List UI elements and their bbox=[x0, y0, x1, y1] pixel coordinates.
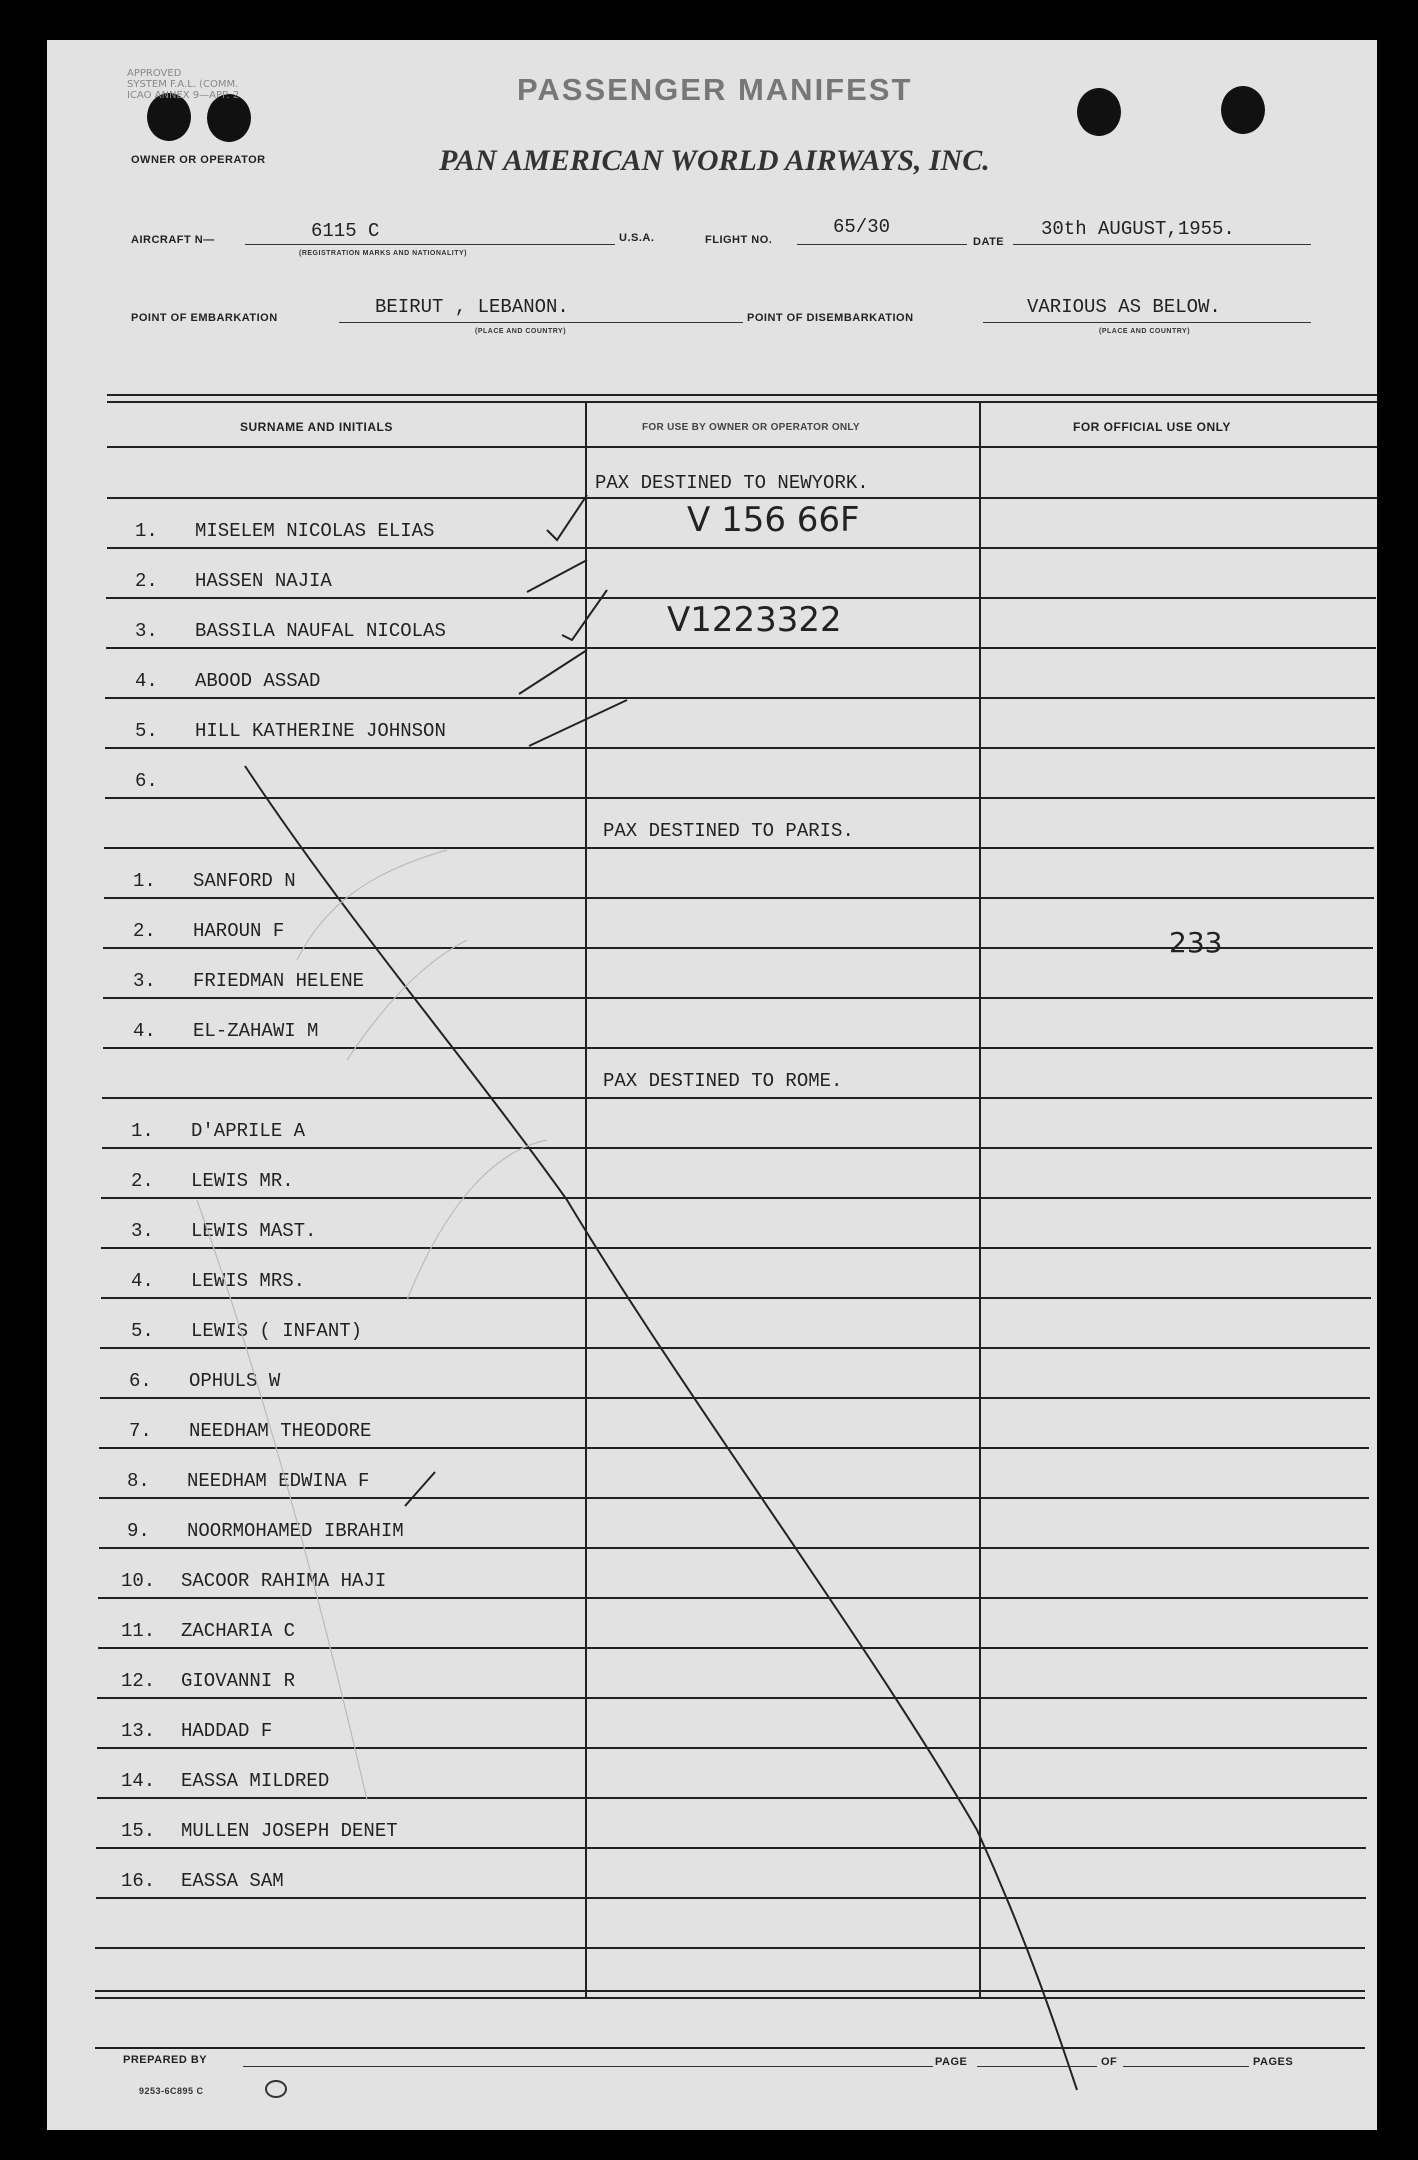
operator-note-3: V1223322 bbox=[667, 600, 842, 640]
flight-label: FLIGHT NO. bbox=[705, 234, 773, 246]
passenger-number: 5. bbox=[131, 1320, 154, 1342]
owner-label: OWNER OR OPERATOR bbox=[131, 154, 266, 166]
passenger-name: BASSILA NAUFAL NICOLAS bbox=[195, 620, 446, 642]
page-title: PASSENGER MANIFEST bbox=[517, 72, 913, 107]
passenger-number: 2. bbox=[131, 1170, 154, 1192]
passenger-number: 16. bbox=[121, 1870, 156, 1892]
col-header-surname: SURNAME AND INITIALS bbox=[240, 420, 393, 434]
passenger-name: HADDAD F bbox=[181, 1720, 273, 1742]
passenger-number: 7. bbox=[129, 1420, 152, 1442]
page-underline bbox=[977, 2066, 1097, 2067]
owner-value: PAN AMERICAN WORLD AIRWAYS, INC. bbox=[439, 144, 990, 177]
disembark-sublabel: (PLACE AND COUNTRY) bbox=[1099, 328, 1191, 335]
passenger-number: 9. bbox=[127, 1520, 150, 1542]
passenger-number: 6. bbox=[135, 770, 158, 792]
of-underline bbox=[1123, 2066, 1249, 2067]
passenger-name: NEEDHAM EDWINA F bbox=[187, 1470, 370, 1492]
disembark-value: VARIOUS AS BELOW. bbox=[1027, 296, 1221, 318]
operator-note-1: V 156 66F bbox=[687, 500, 860, 540]
passenger-name: HASSEN NAJIA bbox=[195, 570, 332, 592]
passenger-name: GIOVANNI R bbox=[181, 1670, 296, 1692]
check-mark-1 bbox=[547, 495, 587, 540]
pencil-mark bbox=[407, 1140, 547, 1300]
date-label: DATE bbox=[973, 236, 1005, 248]
form-code: 9253-6C895 C bbox=[139, 2086, 204, 2096]
pencil-mark bbox=[197, 1200, 367, 1800]
pages-label: PAGES bbox=[1253, 2056, 1294, 2068]
aircraft-label: AIRCRAFT N— bbox=[131, 234, 215, 246]
union-bug-icon bbox=[265, 2080, 287, 2098]
passenger-name: MULLEN JOSEPH DENET bbox=[181, 1820, 398, 1842]
passenger-name: EASSA MILDRED bbox=[181, 1770, 330, 1792]
destination-heading-rome: PAX DESTINED TO ROME. bbox=[603, 1070, 843, 1092]
passenger-number: 8. bbox=[127, 1470, 150, 1492]
passenger-name: LEWIS MAST. bbox=[191, 1220, 317, 1242]
passenger-number: 3. bbox=[135, 620, 158, 642]
check-marks bbox=[405, 495, 627, 1506]
official-note: 233 bbox=[1169, 926, 1223, 959]
passenger-number: 14. bbox=[121, 1770, 156, 1792]
passenger-name: EASSA SAM bbox=[181, 1870, 284, 1892]
slash-mark-2 bbox=[527, 560, 587, 592]
passenger-number: 1. bbox=[131, 1120, 154, 1142]
slash-mark-8 bbox=[405, 1472, 435, 1506]
passenger-number: 4. bbox=[131, 1270, 154, 1292]
diagonal-strike-line bbox=[245, 766, 1077, 2090]
page-label: PAGE bbox=[935, 2056, 968, 2068]
passenger-number: 3. bbox=[131, 1220, 154, 1242]
passenger-number: 4. bbox=[133, 1020, 156, 1042]
passenger-number: 11. bbox=[121, 1620, 156, 1642]
passenger-name: SANFORD N bbox=[193, 870, 296, 892]
col-header-official: FOR OFFICIAL USE ONLY bbox=[1073, 420, 1231, 434]
faint-pencil-marks bbox=[197, 850, 547, 1800]
check-mark-2 bbox=[562, 590, 607, 640]
passenger-name: ZACHARIA C bbox=[181, 1620, 296, 1642]
passenger-name: HILL KATHERINE JOHNSON bbox=[195, 720, 446, 742]
approved-line-1: APPROVED bbox=[127, 68, 182, 79]
passenger-number: 2. bbox=[135, 570, 158, 592]
flight-value: 65/30 bbox=[833, 216, 891, 238]
passenger-number: 1. bbox=[135, 520, 158, 542]
prepared-by-underline bbox=[243, 2066, 933, 2067]
passenger-number: 6. bbox=[129, 1370, 152, 1392]
embark-label: POINT OF EMBARKATION bbox=[131, 312, 278, 324]
aircraft-value: 6115 C bbox=[311, 220, 380, 242]
passenger-number: 3. bbox=[133, 970, 156, 992]
approved-line-2: SYSTEM F.A.L. (COMM. bbox=[127, 79, 239, 90]
pen-marks bbox=[47, 40, 1377, 2130]
disembark-label: POINT OF DISEMBARKATION bbox=[747, 312, 914, 324]
destination-heading-newyork: PAX DESTINED TO NEWYORK. bbox=[595, 472, 869, 494]
passenger-name: HAROUN F bbox=[193, 920, 285, 942]
embark-value: BEIRUT , LEBANON. bbox=[375, 296, 569, 318]
passenger-number: 4. bbox=[135, 670, 158, 692]
prepared-by-label: PREPARED BY bbox=[123, 2054, 208, 2066]
passenger-number: 13. bbox=[121, 1720, 156, 1742]
slash-mark-4 bbox=[519, 650, 587, 694]
passenger-name: MISELEM NICOLAS ELIAS bbox=[195, 520, 435, 542]
passenger-name: SACOOR RAHIMA HAJI bbox=[181, 1570, 387, 1592]
slash-mark-5 bbox=[529, 700, 627, 746]
approved-line-3: ICAO ANNEX 9—APP. 2 bbox=[127, 90, 240, 101]
passenger-name: NOORMOHAMED IBRAHIM bbox=[187, 1520, 404, 1542]
usa-label: U.S.A. bbox=[619, 232, 655, 244]
passenger-number: 12. bbox=[121, 1670, 156, 1692]
passenger-name: LEWIS MR. bbox=[191, 1170, 294, 1192]
passenger-number: 2. bbox=[133, 920, 156, 942]
passenger-name: FRIEDMAN HELENE bbox=[193, 970, 365, 992]
passenger-name: D'APRILE A bbox=[191, 1120, 306, 1142]
col-header-operator: FOR USE BY OWNER OR OPERATOR ONLY bbox=[642, 422, 860, 433]
passenger-name: OPHULS W bbox=[189, 1370, 281, 1392]
passenger-name: ABOOD ASSAD bbox=[195, 670, 321, 692]
embark-sublabel: (PLACE AND COUNTRY) bbox=[475, 328, 567, 335]
date-value: 30th AUGUST,1955. bbox=[1041, 218, 1235, 240]
passenger-name: NEEDHAM THEODORE bbox=[189, 1420, 372, 1442]
passenger-number: 15. bbox=[121, 1820, 156, 1842]
aircraft-sublabel: (REGISTRATION MARKS AND NATIONALITY) bbox=[299, 250, 467, 257]
passenger-name: EL-ZAHAWI M bbox=[193, 1020, 319, 1042]
of-label: OF bbox=[1101, 2056, 1118, 2068]
passenger-name: LEWIS MRS. bbox=[191, 1270, 306, 1292]
destination-heading-paris: PAX DESTINED TO PARIS. bbox=[603, 820, 854, 842]
manifest-sheet bbox=[47, 40, 1377, 2130]
passenger-number: 1. bbox=[133, 870, 156, 892]
passenger-number: 5. bbox=[135, 720, 158, 742]
passenger-name: LEWIS ( INFANT) bbox=[191, 1320, 363, 1342]
passenger-number: 10. bbox=[121, 1570, 156, 1592]
